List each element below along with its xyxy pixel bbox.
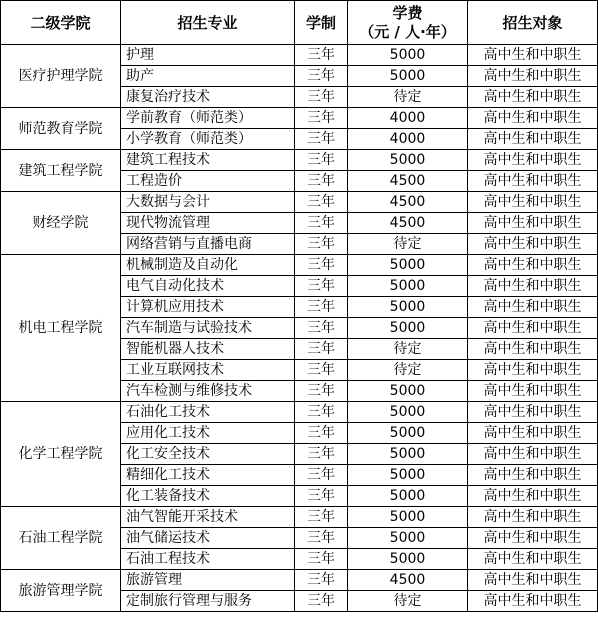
- fee-cell: 5000: [348, 66, 468, 87]
- fee-cell: 待定: [348, 87, 468, 108]
- fee-cell: 5000: [348, 276, 468, 297]
- target-cell: 高中生和中职生: [468, 360, 598, 381]
- major-cell: 定制旅行管理与服务: [121, 591, 295, 612]
- fee-cell: 待定: [348, 591, 468, 612]
- duration-cell: 三年: [295, 528, 348, 549]
- major-cell: 现代物流管理: [121, 213, 295, 234]
- major-cell: 精细化工技术: [121, 465, 295, 486]
- major-cell: 石油工程技术: [121, 549, 295, 570]
- duration-cell: 三年: [295, 591, 348, 612]
- duration-cell: 三年: [295, 171, 348, 192]
- major-cell: 化工安全技术: [121, 444, 295, 465]
- duration-cell: 三年: [295, 486, 348, 507]
- table-row: [1, 255, 598, 276]
- target-cell: 高中生和中职生: [468, 318, 598, 339]
- major-cell: 电气自动化技术: [121, 276, 295, 297]
- table-row: [1, 108, 598, 129]
- major-cell: 计算机应用技术: [121, 297, 295, 318]
- header-college: 二级学院: [1, 1, 121, 45]
- target-cell: 高中生和中职生: [468, 171, 598, 192]
- duration-cell: 三年: [295, 87, 348, 108]
- fee-cell: 4500: [348, 192, 468, 213]
- fee-cell: 4500: [348, 213, 468, 234]
- target-cell: 高中生和中职生: [468, 297, 598, 318]
- major-cell: 小学教育（师范类）: [121, 129, 295, 150]
- college-name-cell: 化学工程学院: [1, 402, 121, 507]
- target-cell: 高中生和中职生: [468, 507, 598, 528]
- fee-cell: 5000: [348, 549, 468, 570]
- header-fee-line1: 学费: [392, 3, 423, 22]
- target-cell: 高中生和中职生: [468, 129, 598, 150]
- duration-cell: 三年: [295, 570, 348, 591]
- fee-cell: 4500: [348, 171, 468, 192]
- major-cell: 工业互联网技术: [121, 360, 295, 381]
- college-name-cell: 财经学院: [1, 192, 121, 255]
- college-name-cell: 石油工程学院: [1, 507, 121, 570]
- target-cell: 高中生和中职生: [468, 486, 598, 507]
- target-cell: 高中生和中职生: [468, 276, 598, 297]
- target-cell: 高中生和中职生: [468, 339, 598, 360]
- duration-cell: 三年: [295, 318, 348, 339]
- major-cell: 汽车制造与试验技术: [121, 318, 295, 339]
- fee-cell: 待定: [348, 339, 468, 360]
- target-cell: 高中生和中职生: [468, 549, 598, 570]
- duration-cell: 三年: [295, 507, 348, 528]
- header-target: 招生对象: [468, 1, 598, 45]
- duration-cell: 三年: [295, 66, 348, 87]
- target-cell: 高中生和中职生: [468, 87, 598, 108]
- target-cell: 高中生和中职生: [468, 234, 598, 255]
- fee-cell: 4500: [348, 570, 468, 591]
- fee-cell: 4000: [348, 108, 468, 129]
- fee-cell: 5000: [348, 150, 468, 171]
- duration-cell: 三年: [295, 549, 348, 570]
- target-cell: 高中生和中职生: [468, 570, 598, 591]
- fee-cell: 5000: [348, 402, 468, 423]
- target-cell: 高中生和中职生: [468, 402, 598, 423]
- fee-cell: 5000: [348, 486, 468, 507]
- header-fee: [348, 1, 468, 45]
- major-cell: 大数据与会计: [121, 192, 295, 213]
- fee-cell: 5000: [348, 465, 468, 486]
- duration-cell: 三年: [295, 108, 348, 129]
- header-fee-line2: （元 / 人·年）: [359, 22, 456, 41]
- table-header: [1, 1, 598, 45]
- college-name-cell: 机电工程学院: [1, 255, 121, 402]
- major-cell: 油气储运技术: [121, 528, 295, 549]
- major-cell: 网络营销与直播电商: [121, 234, 295, 255]
- header-duration: 学制: [295, 1, 348, 45]
- major-cell: 智能机器人技术: [121, 339, 295, 360]
- fee-cell: 5000: [348, 507, 468, 528]
- fee-cell: 待定: [348, 234, 468, 255]
- target-cell: 高中生和中职生: [468, 108, 598, 129]
- table-row: [1, 150, 598, 171]
- target-cell: 高中生和中职生: [468, 192, 598, 213]
- major-cell: 建筑工程技术: [121, 150, 295, 171]
- college-name-cell: 建筑工程学院: [1, 150, 121, 192]
- college-name-cell: 医疗护理学院: [1, 45, 121, 108]
- target-cell: 高中生和中职生: [468, 381, 598, 402]
- target-cell: 高中生和中职生: [468, 528, 598, 549]
- fee-cell: 5000: [348, 528, 468, 549]
- table-row: [1, 45, 598, 66]
- fee-cell: 5000: [348, 297, 468, 318]
- major-cell: 石油化工技术: [121, 402, 295, 423]
- major-cell: 工程造价: [121, 171, 295, 192]
- duration-cell: 三年: [295, 444, 348, 465]
- duration-cell: 三年: [295, 339, 348, 360]
- duration-cell: 三年: [295, 255, 348, 276]
- college-name-cell: 旅游管理学院: [1, 570, 121, 612]
- duration-cell: 三年: [295, 465, 348, 486]
- table-row: [1, 402, 598, 423]
- fee-cell: 5000: [348, 45, 468, 66]
- college-name-cell: 师范教育学院: [1, 108, 121, 150]
- target-cell: 高中生和中职生: [468, 66, 598, 87]
- major-cell: 应用化工技术: [121, 423, 295, 444]
- target-cell: 高中生和中职生: [468, 591, 598, 612]
- duration-cell: 三年: [295, 45, 348, 66]
- fee-cell: 5000: [348, 318, 468, 339]
- major-cell: 汽车检测与维修技术: [121, 381, 295, 402]
- major-cell: 康复治疗技术: [121, 87, 295, 108]
- target-cell: 高中生和中职生: [468, 213, 598, 234]
- fee-cell: 5000: [348, 381, 468, 402]
- target-cell: 高中生和中职生: [468, 150, 598, 171]
- fee-cell: 5000: [348, 423, 468, 444]
- duration-cell: 三年: [295, 129, 348, 150]
- target-cell: 高中生和中职生: [468, 444, 598, 465]
- fee-cell: 4000: [348, 129, 468, 150]
- table-row: [1, 507, 598, 528]
- fee-cell: 待定: [348, 360, 468, 381]
- target-cell: 高中生和中职生: [468, 255, 598, 276]
- table-row: [1, 192, 598, 213]
- duration-cell: 三年: [295, 423, 348, 444]
- duration-cell: 三年: [295, 150, 348, 171]
- major-cell: 学前教育（师范类）: [121, 108, 295, 129]
- duration-cell: 三年: [295, 213, 348, 234]
- header-row: [1, 1, 598, 45]
- major-cell: 油气智能开采技术: [121, 507, 295, 528]
- fee-cell: 5000: [348, 255, 468, 276]
- duration-cell: 三年: [295, 192, 348, 213]
- duration-cell: 三年: [295, 360, 348, 381]
- table-body: [1, 45, 598, 612]
- target-cell: 高中生和中职生: [468, 465, 598, 486]
- header-major: 招生专业: [121, 1, 295, 45]
- duration-cell: 三年: [295, 234, 348, 255]
- table-row: [1, 570, 598, 591]
- duration-cell: 三年: [295, 297, 348, 318]
- duration-cell: 三年: [295, 402, 348, 423]
- duration-cell: 三年: [295, 276, 348, 297]
- major-cell: 助产: [121, 66, 295, 87]
- fee-cell: 5000: [348, 444, 468, 465]
- major-cell: 化工装备技术: [121, 486, 295, 507]
- major-cell: 护理: [121, 45, 295, 66]
- target-cell: 高中生和中职生: [468, 423, 598, 444]
- major-cell: 机械制造及自动化: [121, 255, 295, 276]
- target-cell: 高中生和中职生: [468, 45, 598, 66]
- major-cell: 旅游管理: [121, 570, 295, 591]
- duration-cell: 三年: [295, 381, 348, 402]
